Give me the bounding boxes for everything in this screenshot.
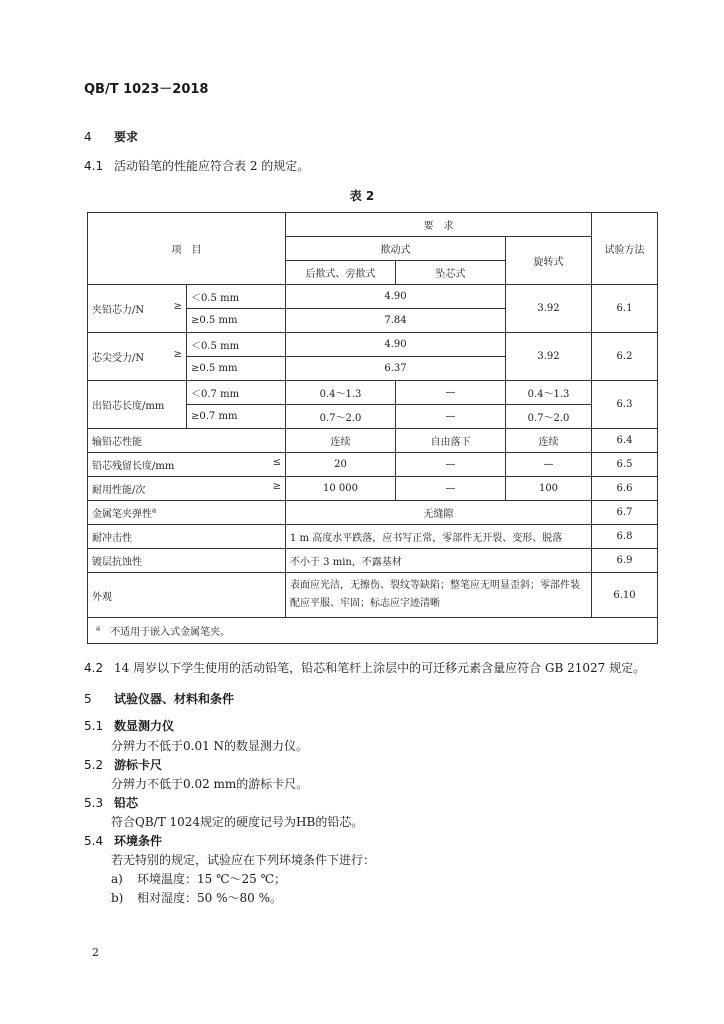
value-cell: 6.37: [286, 357, 506, 381]
method-cell: 6.7: [592, 501, 658, 525]
value-cell: —: [396, 477, 506, 501]
condition-cell: ≥0.7 mm: [187, 405, 286, 429]
value-cell: 10 000: [286, 477, 396, 501]
value-cell: 连续: [286, 429, 396, 453]
value-cell: 4.90: [286, 285, 506, 309]
value-cell: 20: [286, 453, 396, 477]
clause-number: 4.2: [84, 661, 104, 675]
header-push: 揿动式: [286, 237, 506, 261]
method-cell: 6.10: [592, 573, 658, 618]
subsection-5-3-text: 符合QB/T 1024规定的硬度记号为HB的铅芯。: [111, 815, 364, 829]
table-row: [88, 501, 658, 525]
header-requirement: 要 求: [286, 213, 592, 237]
condition-cell: ＜0.5 mm: [187, 285, 286, 309]
value-cell: 自由落下: [396, 429, 506, 453]
value-cell: —: [396, 453, 506, 477]
table-caption: 表 2: [349, 189, 375, 203]
method-cell: 6.8: [592, 525, 658, 549]
value-cell: —: [396, 405, 506, 429]
row-label: 出铅芯长度/mm: [88, 381, 187, 429]
section-title: 要求: [114, 130, 139, 144]
row-label: 耐用性能/次 ≥: [88, 477, 286, 501]
clause-4-1: [84, 157, 309, 174]
requirements-table: [87, 212, 658, 644]
row-label: 镀层抗蚀性: [88, 549, 286, 573]
value-cell: 7.84: [286, 309, 506, 333]
row-label: 输铅芯性能: [88, 429, 286, 453]
subsection-5-2-heading: 5.2 游标卡尺: [84, 758, 163, 772]
table-row: [88, 525, 658, 549]
method-cell: 6.4: [592, 429, 658, 453]
row-label: 铅芯残留长度/mm ≤: [88, 453, 286, 477]
row-label: 金属笔夹弹性$^a$: [88, 501, 286, 525]
clause-text: 14 周岁以下学生使用的活动铅笔，铅芯和笔杆上涂层中的可迁移元素含量应符合 GB 21027 规定。: [114, 661, 646, 675]
table-row: [88, 333, 658, 357]
value-cell: 不小于 3 min，不露基材: [286, 549, 592, 573]
value-cell: 表面应光洁，无擦伤、裂纹等缺陷；整笔应无明显歪斜；零部件装配应平服、牢固；标志应字迹清晰: [286, 573, 592, 618]
row-label: 芯尖受力/N ≥: [88, 333, 187, 381]
method-cell: 6.9: [592, 549, 658, 573]
list-item: a) 环境温度：15 ℃～25 ℃；: [111, 872, 287, 886]
table-row: [88, 477, 658, 501]
subsection-5-3-heading: 5.3 铅芯: [84, 796, 139, 810]
value-cell: 0.7～2.0: [286, 405, 396, 429]
condition-cell: ＜0.7 mm: [187, 381, 286, 405]
table-header-row: [88, 213, 658, 237]
section-5-heading: [84, 690, 234, 707]
header-method: 试验方法: [592, 213, 658, 285]
table-row: [88, 429, 658, 453]
value-cell: 0.7～2.0: [506, 405, 592, 429]
header-back-side: 后揿式、旁揿式: [286, 261, 396, 285]
value-cell: —: [506, 453, 592, 477]
page-number: 2: [92, 946, 99, 959]
table-row: [88, 285, 658, 309]
subsection-5-2-text: 分辨力不低于0.02 mm的游标卡尺。: [111, 777, 309, 791]
value-cell: 0.4～1.3: [286, 381, 396, 405]
table-row: [88, 453, 658, 477]
section-number: 4: [84, 130, 92, 144]
subsection-5-4-text: 若无特别的规定，试验应在下列环境条件下进行：: [111, 853, 376, 867]
value-cell: 100: [506, 477, 592, 501]
list-item: b) 相对湿度：50 %～80 %。: [111, 891, 282, 905]
subsection-5-1-heading: 5.1 数显测力仪: [84, 719, 175, 733]
table-row: [88, 573, 658, 618]
subsection-5-4-heading: 5.4 环境条件: [84, 834, 163, 848]
method-cell: 6.3: [592, 381, 658, 429]
method-cell: 6.2: [592, 333, 658, 381]
value-cell: 3.92: [506, 285, 592, 333]
clause-text: 活动铅笔的性能应符合表 2 的规定。: [114, 159, 310, 173]
row-label: 耐冲击性: [88, 525, 286, 549]
table-footnote: $^a$ 不适用于嵌入式金属笔夹。: [88, 618, 658, 644]
table-row: [88, 381, 658, 405]
value-cell: —: [396, 381, 506, 405]
value-cell: 4.90: [286, 333, 506, 357]
table-row: [88, 549, 658, 573]
section-number: 5: [84, 692, 92, 706]
header-item: 项 目: [88, 213, 286, 285]
header-rotate: 旋转式: [506, 237, 592, 285]
clause-number: 4.1: [84, 159, 104, 173]
method-cell: 6.6: [592, 477, 658, 501]
value-cell: 3.92: [506, 333, 592, 381]
section-title: 试验仪器、材料和条件: [114, 692, 235, 706]
condition-cell: ＜0.5 mm: [187, 333, 286, 357]
row-label: 夹铅芯力/N ≥: [88, 285, 187, 333]
method-cell: 6.1: [592, 285, 658, 333]
condition-cell: ≥0.5 mm: [187, 357, 286, 381]
section-4-heading: [84, 128, 138, 145]
value-cell: 0.4～1.3: [506, 381, 592, 405]
table-footnote-row: [88, 618, 658, 644]
value-cell: 连续: [506, 429, 592, 453]
header-drop: 坠芯式: [396, 261, 506, 285]
condition-cell: ≥0.5 mm: [187, 309, 286, 333]
clause-4-2: [84, 659, 684, 676]
subsection-5-1-text: 分辨力不低于0.01 N的数显测力仪。: [111, 739, 309, 753]
method-cell: 6.5: [592, 453, 658, 477]
value-cell: 无缝隙: [286, 501, 592, 525]
value-cell: 1 m 高度水平跌落，应书写正常，零部件无开裂、变形、脱落: [286, 525, 592, 549]
standard-header: QB/T 1023－2018: [84, 82, 209, 97]
row-label: 外观: [88, 573, 286, 618]
